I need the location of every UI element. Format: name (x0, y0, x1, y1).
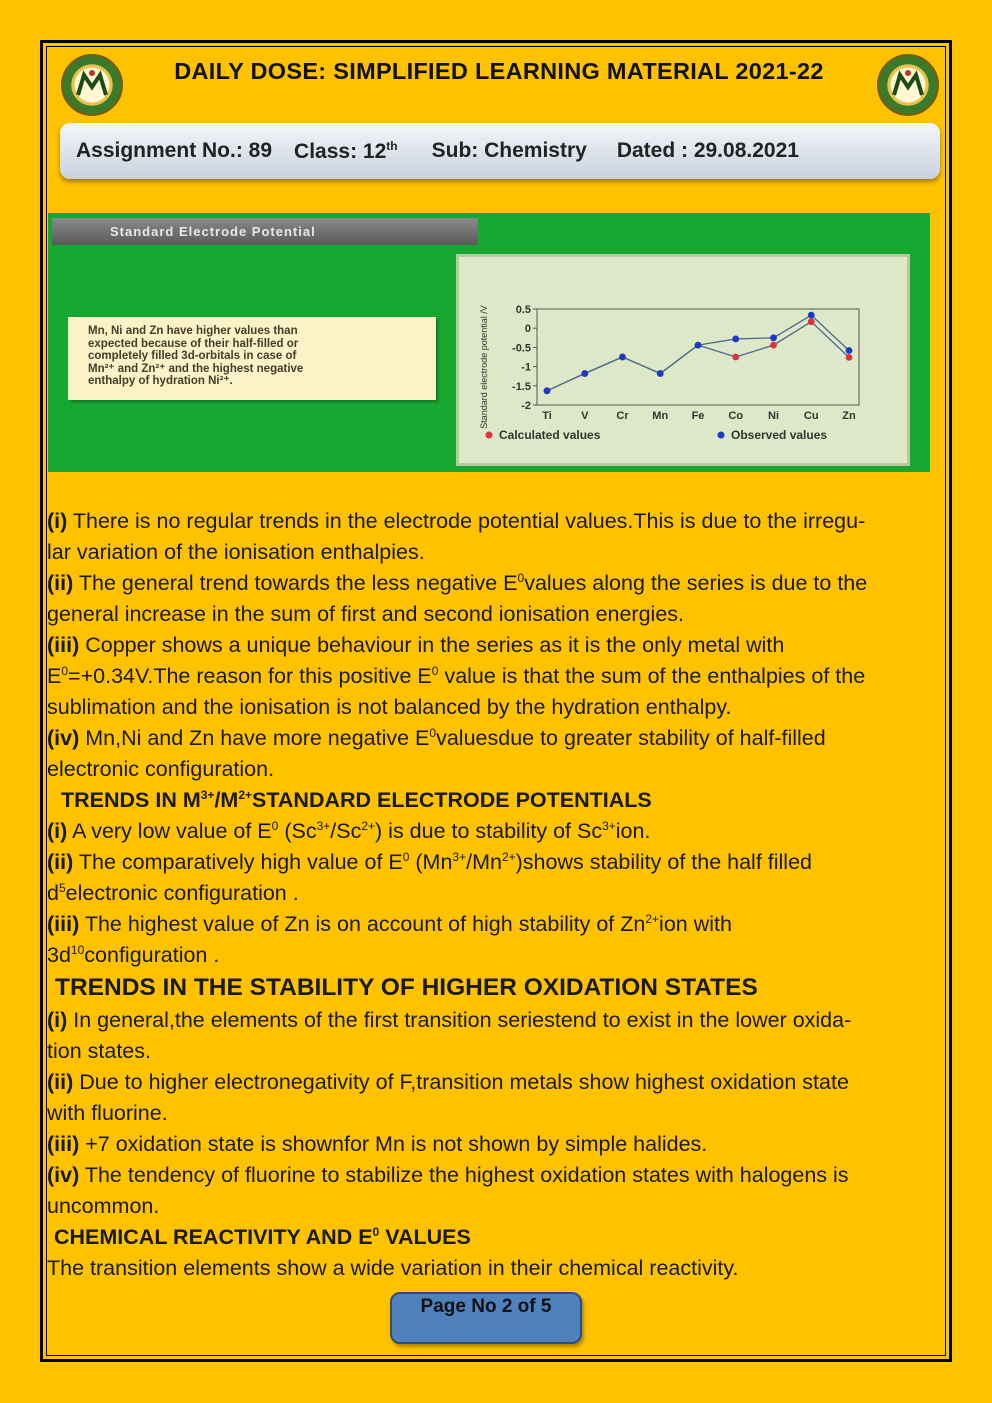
y-tick-label: -1 (521, 361, 531, 374)
paragraph: The transition elements show a wide variation in their chemical reactivity. (47, 1256, 739, 1280)
x-tick-label: Ni (768, 410, 779, 422)
paragraph: lar variation of the ionisation enthalpies. (47, 540, 425, 564)
paragraph: $3d^{10}configuration$ . (47, 942, 220, 967)
figure-tab-title: Standard Electrode Potential (52, 218, 478, 245)
paragraph: electronic configuration. (47, 757, 275, 781)
note-line: completely filled 3d-orbitals in case of (88, 350, 297, 362)
series-line (547, 322, 849, 391)
data-point (581, 370, 588, 377)
data-point (846, 354, 853, 361)
main-text (47, 506, 943, 1284)
x-tick-label: Zn (842, 410, 856, 422)
data-point (732, 336, 739, 343)
paragraph: (iv) Mn,Ni and Zn have more negative $E^0valuesdue$ to greater stability of half-filled (47, 725, 826, 750)
note-line: enthalpy of hydration Ni²⁺. (88, 375, 233, 387)
paragraph: (iii) The highest value of Zn is on account of high stability of $Zn^{2+}ion$ with (47, 911, 732, 936)
paragraph: (ii) The comparatively high value of $E^0$ $(Mn^{3+}/Mn^{2+})shows$ stability of the half filled (47, 849, 813, 874)
data-point (695, 342, 702, 349)
paragraph: (i) There is no regular trends in the electrode potential values.This is due to the irregu- (47, 509, 866, 533)
x-tick-label: V (581, 410, 589, 422)
paragraph: (i) A very low value of $E^0$ $(Sc^{3+}/Sc^{2+})$ is due to stability of $Sc^{3+}ion$. (47, 818, 651, 843)
paragraph: sublimation and the ionisation is not balanced by the hydration enthalpy. (47, 695, 732, 719)
data-point (619, 354, 626, 361)
paragraph: (iii) +7 oxidation state is shownfor Mn is not shown by simple halides. (47, 1132, 708, 1156)
subject-label: Sub: Chemistry (431, 139, 587, 162)
chart-svg (459, 257, 907, 463)
section-heading: TRENDS IN THE STABILITY OF HIGHER OXIDATION STATES (55, 974, 758, 1001)
electrode-potential-figure (48, 213, 930, 472)
x-tick-label: Fe (691, 410, 705, 422)
paragraph: $E^0=+0.34V.The$ reason for this positive $E^0$ value is that the sum of the enthalpies of the (47, 663, 866, 688)
data-point (808, 312, 815, 319)
data-point (808, 318, 815, 325)
paragraph: general increase in the sum of first and second ionisation energies. (47, 602, 685, 626)
paragraph: (i) In general,the elements of the first transition seriestend to exist in the lower oxida- (47, 1008, 852, 1032)
x-tick-label: Mn (652, 410, 669, 422)
y-tick-label: 0 (524, 323, 531, 336)
data-point (770, 342, 777, 349)
data-point (732, 354, 739, 361)
paragraph: uncommon. (47, 1194, 160, 1218)
paragraph: $d^5electronic$ configuration . (47, 880, 299, 905)
paragraph: tion states. (47, 1039, 151, 1063)
data-point (657, 370, 664, 377)
assignment-number: Assignment No.: 89 (76, 139, 273, 162)
data-point (544, 387, 551, 394)
legend-label: Observed values (731, 428, 828, 442)
school-logo-left (61, 54, 123, 116)
paragraph: (ii) The general trend towards the less negative $E^0values$ along the series is due to the (47, 570, 868, 595)
paragraph: (iii) Copper shows a unique behaviour in the series as it is the only metal with (47, 633, 785, 657)
y-axis-label: Standard electrode potential /V (479, 305, 489, 429)
y-tick-label: -1.5 (512, 380, 531, 393)
x-tick-label: Cu (803, 410, 819, 422)
paragraph: (iv) The tendency of fluorine to stabilize the highest oxidation states with halogens is (47, 1163, 849, 1187)
legend-marker (486, 432, 493, 439)
x-tick-label: Cr (616, 410, 629, 422)
data-point (846, 347, 853, 354)
y-tick-label: 0.5 (515, 304, 531, 316)
paragraph: with fluorine. (47, 1101, 168, 1125)
y-tick-label: -2 (521, 400, 531, 412)
paragraph: (ii) Due to higher electronegativity of F,transition metals show highest oxidation state (47, 1070, 849, 1094)
class-label: Class: 12th (294, 138, 398, 163)
note-line: expected because of their half-filled or (88, 337, 299, 350)
legend-label: Calculated values (499, 428, 601, 442)
section-heading: TRENDS IN $M^{3+}/M^{2+}STANDARD$ ELECTRODE POTENTIALS (61, 787, 652, 812)
x-tick-label: Co (728, 410, 744, 422)
document-title: DAILY DOSE: SIMPLIFIED LEARNING MATERIAL 2021-22 (174, 58, 824, 84)
note-line: Mn²⁺ and Zn²⁺ and the highest negative (88, 362, 304, 375)
figure-note (68, 317, 436, 400)
page-number-badge: Page No 2 of 5 (390, 1292, 582, 1344)
data-point (770, 334, 777, 341)
section-heading: CHEMICAL REACTIVITY AND $E^0$ VALUES (54, 1224, 471, 1249)
legend-marker (718, 432, 725, 439)
assignment-info-bar (60, 123, 940, 179)
y-tick-label: -0.5 (512, 342, 531, 355)
x-tick-label: Ti (542, 410, 552, 422)
date-label: Dated : 29.08.2021 (616, 139, 799, 162)
school-logo-right (877, 54, 939, 116)
electrode-potential-chart (456, 254, 910, 466)
note-line: Mn, Ni and Zn have higher values than (88, 325, 298, 337)
